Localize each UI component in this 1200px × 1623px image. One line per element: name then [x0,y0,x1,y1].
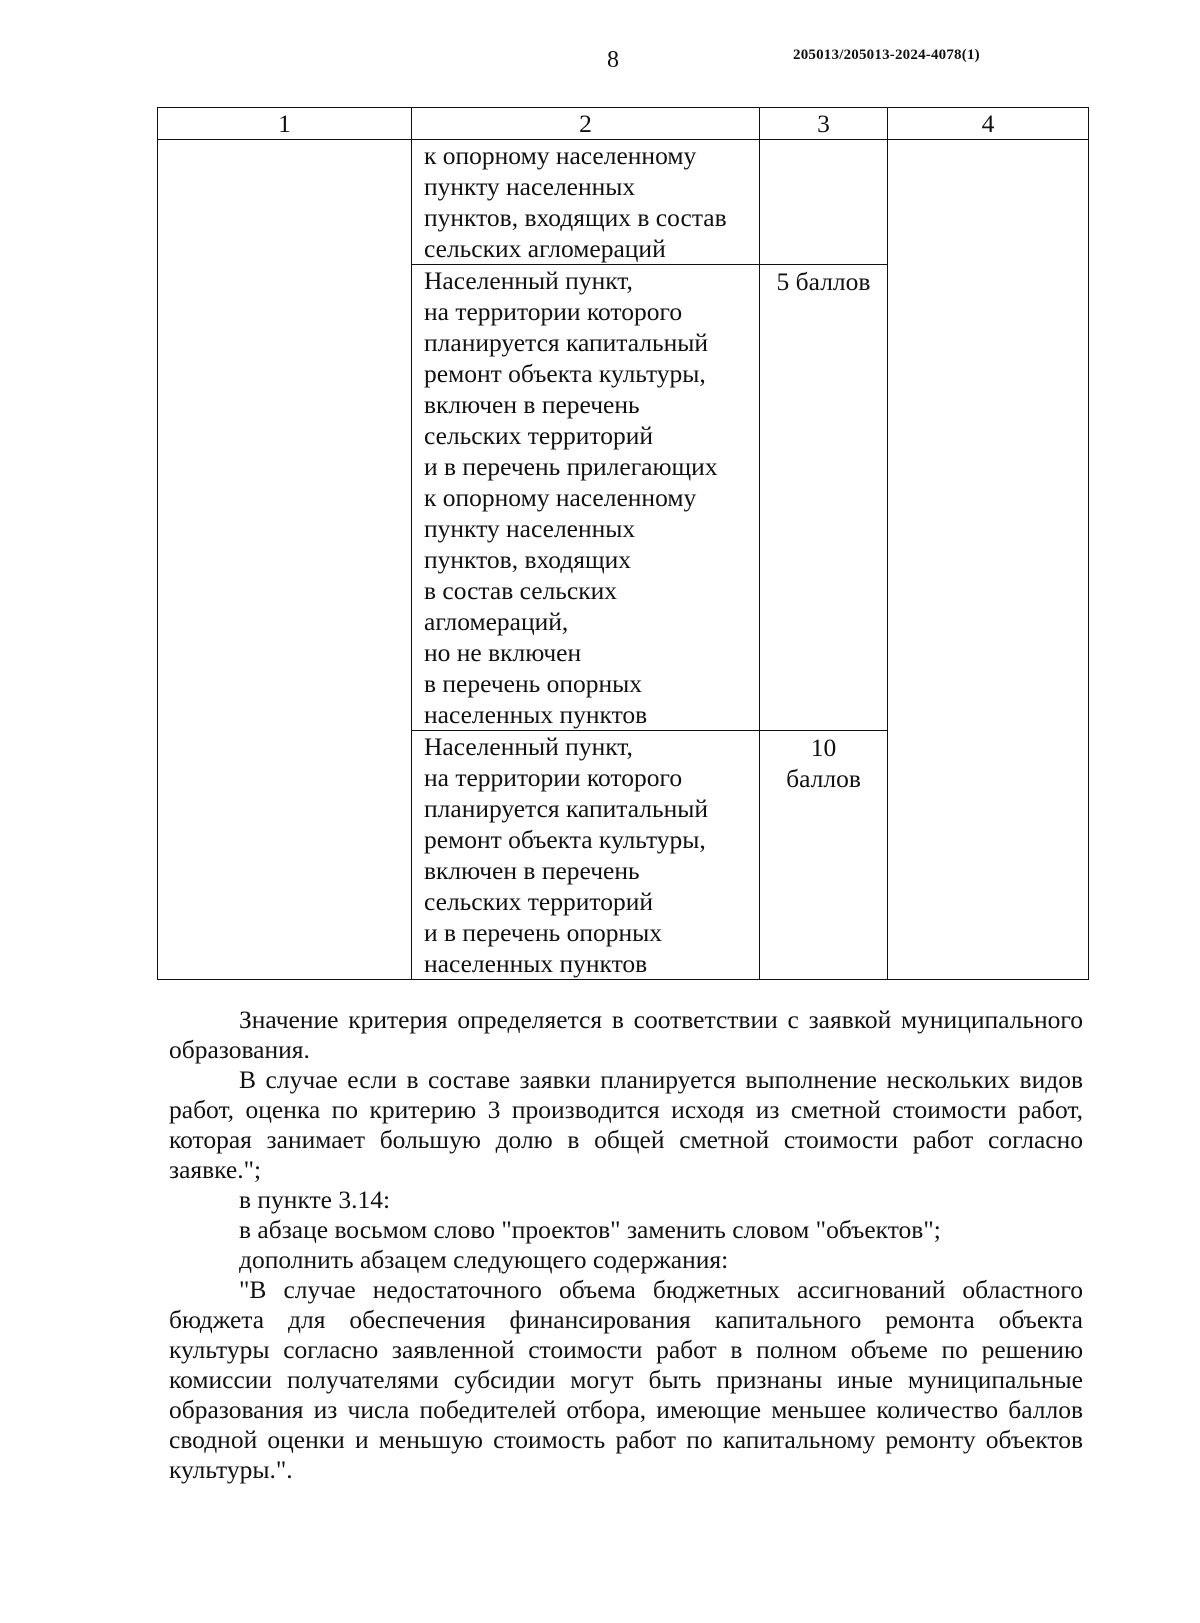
table-header-row [158,108,1089,140]
column-header-1: 1 [158,108,412,140]
table-cell-score: 5 баллов [760,265,888,731]
paragraph: В случае если в составе заявки планируется выполнение нескольких видов работ, оценка по критерию 3 производится исходя из сметной стоимости работ, которая занимает большую долю в общей сметной стоимости работ согласно заявке."; [169,1065,1083,1184]
paragraph: в пункте 3.14: [239,1185,391,1214]
table-row [158,140,1089,265]
column-header-3: 3 [760,108,888,140]
document-code: 205013/205013-2024-4078(1) [793,47,980,63]
table-cell-score [760,140,888,265]
paragraph: "В случае недостаточного объема бюджетных ассигнований областного бюджета для обеспечения финансирования капитального ремонта объекта культуры согласно заявленной стоимости работ в полном объеме по решению комиссии получателями субсидии могут быть признаны иные муниципальные образования из числа победителей отбора, имеющие меньшее количество баллов сводной оценки и меньшую стоимость работ по капитальному ремонту объектов культуры.". [169,1275,1083,1484]
table-cell-criterion-text: Населенный пункт, на территории которого планируется капитальный ремонт объекта культуры, включен в перечень сельских территорий и в перечень опорных населенных пунктов [412,731,760,980]
table-cell-score: 10 баллов [760,731,888,980]
column-header-4: 4 [888,108,1089,140]
criteria-table [157,107,1089,980]
column-header-2: 2 [412,108,760,140]
table-cell-criterion-text: к опорному населенному пункту населенных пунктов, входящих в состав сельских агломераций [412,140,760,265]
table-cell-criterion-text: Населенный пункт, на территории которого планируется капитальный ремонт объекта культуры, включен в перечень сельских территорий и в перечень прилегающих к опорному населенному пункту населенных пунктов, входящих в состав сельских агломераций, но не включен в перечень опорных населенных пунктов [412,265,760,731]
page-number: 8 [607,47,619,73]
body-text [169,1005,1083,1485]
paragraph: Значение критерия определяется в соответствии с заявкой муниципального образования. [169,1005,1083,1064]
paragraph: дополнить абзацем следующего содержания: [239,1245,729,1274]
table-cell-col4 [888,140,1089,980]
table-cell-col1 [158,140,412,980]
paragraph: в абзаце восьмом слово "проектов" заменить словом "объектов"; [239,1215,941,1244]
